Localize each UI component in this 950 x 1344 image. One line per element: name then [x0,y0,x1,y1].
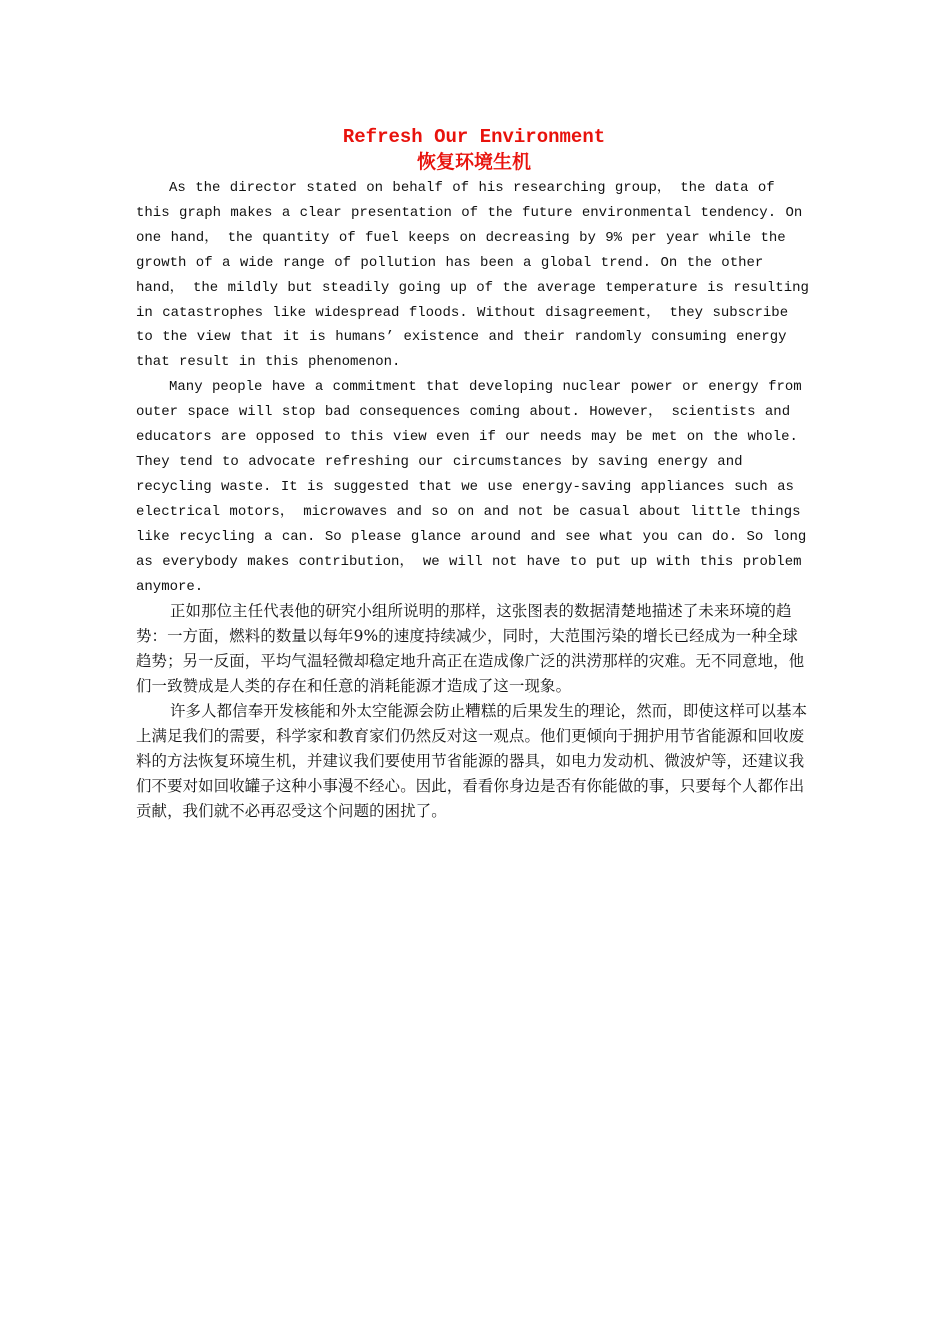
english-paragraph-2: Many people have a commitment that developing nuclear power or energy from outer space will stop bad consequences coming about. However， scientists and educators are opposed to this view even if our needs may be met on the whole. They tend to advocate refreshing our circumstances by saving energy and recycling waste. It is suggested that we use energy-saving appliances such as electrical motors， microwaves and so on and not be casual about little things like recycling a can. So please glance around and see what you can do. So long as everybody makes contribution， we will not have to put up with this problem anymore. [136,379,807,595]
chinese-paragraph-1: 正如那位主任代表他的研究小组所说明的那样，这张图表的数据清楚地描述了未来环境的趋势：一方面，燃料的数量以每年9%的速度持续减少，同时，大范围污染的增长已经成为一种全球趋势；另一反面，平均气温轻微却稳定地升高正在造成像广泛的洪涝那样的灾难。无不同意地，他们一致赞成是人类的存在和任意的消耗能源才造成了这一现象。 [136,602,805,696]
chinese-title: 恢复环境生机 [416,151,531,173]
english-title: Refresh Our Environment [342,126,606,148]
document-page [136,124,812,824]
english-paragraph-1: As the director stated on behalf of his researching group， the data of this graph makes a clear presentation of the future environmental tendency. On one hand， the quantity of fuel keeps on decreasing by 9% per year while the growth of a wide range of pollution has been a global trend. On the other hand， the mildly but steadily going up of the average temperature is resulting in catastrophes like widespread floods. Without disagreement， they subscribe to the view that it is humans’ existence and their randomly consuming energy that result in this phenomenon. [136,180,809,371]
chinese-paragraph-2: 许多人都信奉开发核能和外太空能源会防止糟糕的后果发生的理论，然而，即使这样可以基本上满足我们的需要，科学家和教育家们仍然反对这一观点。他们更倾向于拥护用节省能源和回收废料的方法恢复环境生机，并建议我们要使用节省能源的器具，如电力发动机、微波炉等，还建议我们不要对如回收罐子这种小事漫不经心。因此，看看你身边是否有你能做的事，只要每个人都作出贡献，我们就不必再忍受这个问题的困扰了。 [136,702,808,821]
